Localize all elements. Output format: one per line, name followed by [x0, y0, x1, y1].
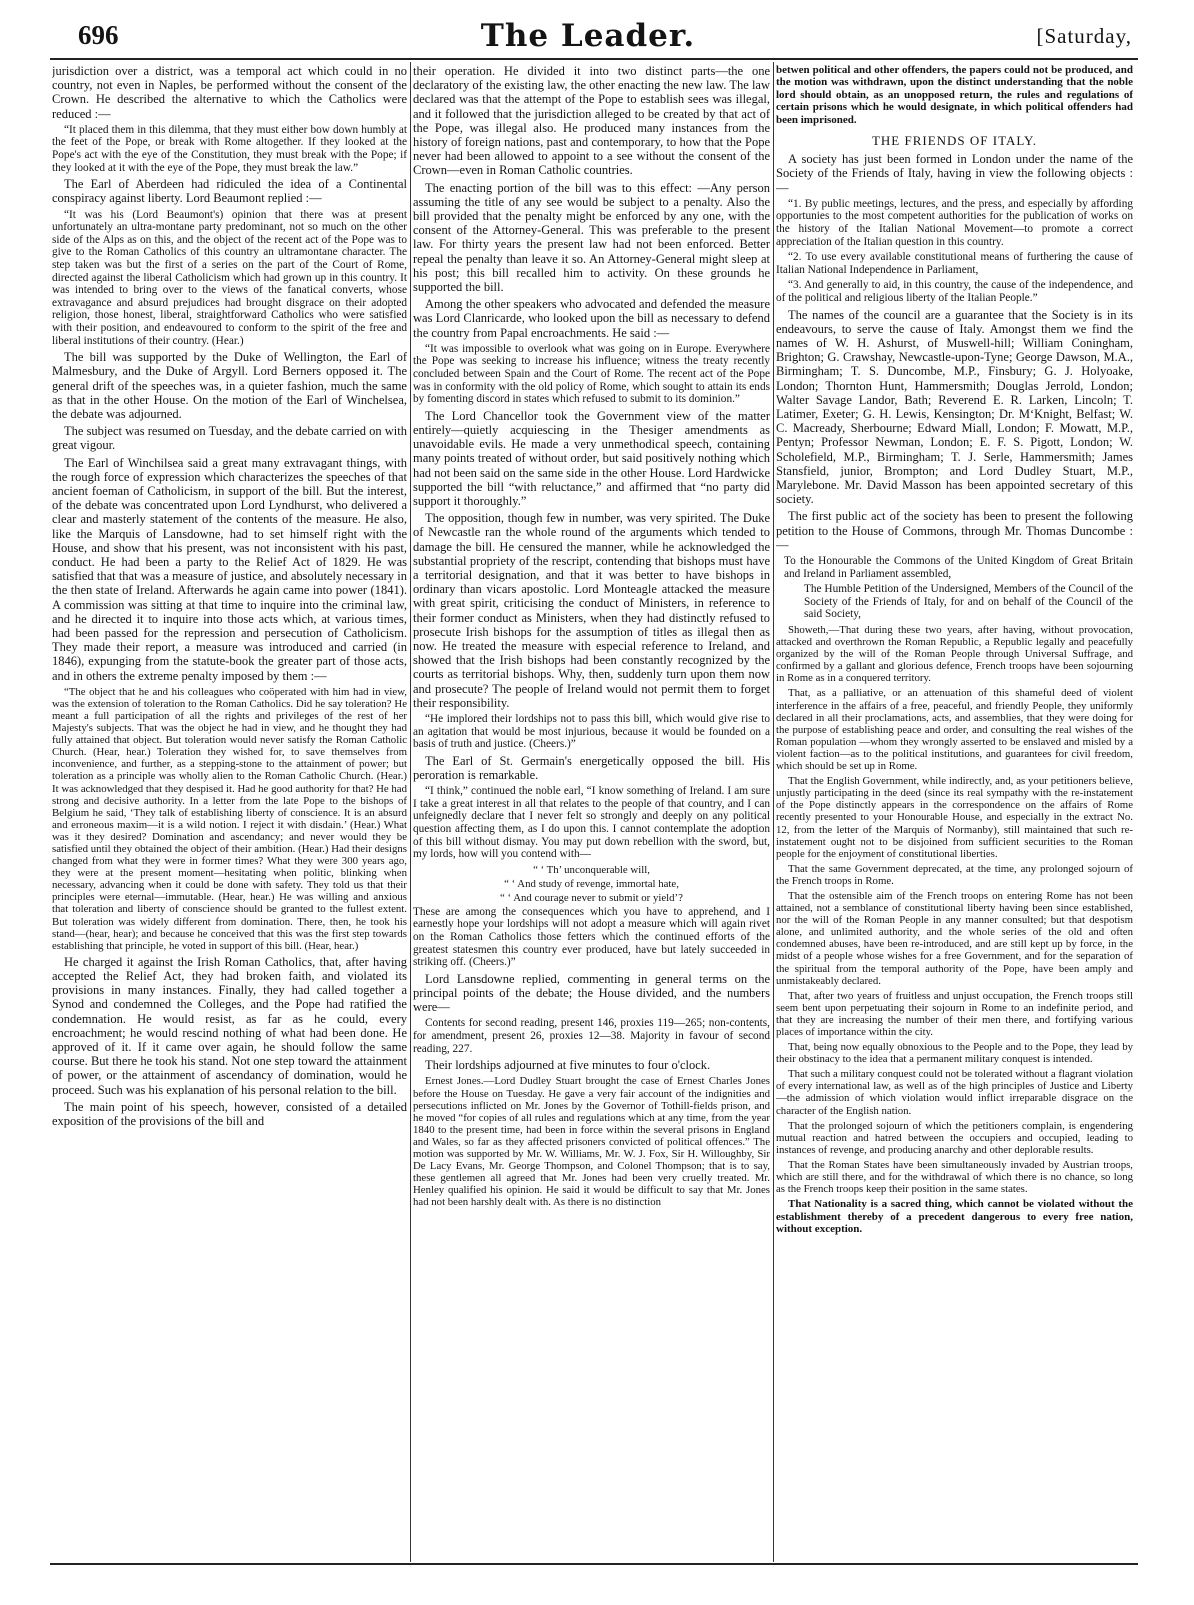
column-divider: [410, 62, 411, 1562]
paragraph: Ernest Jones.—Lord Dudley Stuart brought the case of Ernest Charles Jones before the House on Tuesday. He gave a very fair account of the indignities and persecutions inflicted on Mr. Jones by the Governor of Tothill-fields prison, and he moved “for copies of all rules and regulations which at any time, from the year 1840 to the present time, had been in force within the several prisons in England and Wales, so far as they affected prisoners convicted of political offences.” The motion was supported by Mr. W. Williams, Mr. W. J. Fox, Sir H. Willoughby, Sir De Lacy Evans, Mr. George Thompson, and Colonel Thompson; that is to say, these gentlemen all agreed that Mr. Jones had been very cruelly treated. Mr. Henley qualified his opinion. He said it would be difficult to say that Mr. Jones had not been harshly dealt with. As there is no distinction: [413, 1075, 770, 1209]
paragraph: betwen political and other offenders, the papers could not be produced, and the motion was withdrawn, upon the distinct understanding that the noble lord should obtain, as an unopposed return, the rules and regulations of certain prisons which he would designate, in which political offenders had been imprisoned.: [776, 64, 1133, 126]
quote-paragraph: “I think,” continued the noble earl, “I know something of Ireland. I am sure I take a great interest in all that relates to the people of that country, and I can unfeignedly declare that I never felt so strongly and deeply on any political question affecting them, as I do upon this. I cannot contemplate the adoption of this bill without dismay. You may put down rebellion with the sword, but, my lords, how will you contend with—: [413, 785, 770, 861]
quote-paragraph: “The object that he and his colleagues who coöperated with him had in view, was the extension of toleration to the Roman Catholics. Did he say toleration? He meant a full participation of all the rights and privileges of the rest of her Majesty's subjects. That was the object he had in view, and he thought they had fully attained that object. But toleration would never satisfy the Roman Catholic Church. (Hear, hear.) Toleration they wished for, to save themselves from inconvenience, and further, as a stepping-stone to the attainment of power; but toleration as a principle was wholly alien to the Roman Catholic Church. (Hear.) It was acknowledged that they despised it. Had he good authority for that? He had strong and decisive authority. In a letter from the late Pope to the bishops of Belgium he said, ‘They talk of establishing liberty of conscience. It is an absurd and erroneous maxim—it is a wild notion. I reject it with disdain.’ (Hear.) What was it they desired? Domination and ascendancy; and never would they be satisfied until they obtained the object of their ambition. (Hear.) Had their designs changed from what they were in former times? What they were 300 years ago, they were at the present moment—hesitating when politic, blinking when necessary, advancing when it could be done with safety. They told us that their principles were eternal—immutable. (Hear, hear.) He was willing and anxious that toleration and liberty of conscience should be granted to the fullest extent. But toleration was widely different from domination. There, then, he took his stand—(hear, hear); and because he conceived that this was the first step towards establishing that principle, he voted in support of this bill. (Hear, hear.): [52, 685, 407, 952]
petition-paragraph: That, as a palliative, or an attenuation of this shameful deed of violent interference in the affairs of a free, peaceful, and friendly People, they uniformly declared in all their proclamations, acts, and assemblies, that they were doing for the purpose of establishing peace and order, and consulting the real wishes of the Roman population —whom they wrongly asserted to be enslaved and misled by a violent faction—as to the political institutions, and guarantees for civil freedom, which should be set up in Rome.: [776, 687, 1133, 773]
paragraph: The main point of his speech, however, consisted of a detailed exposition of the provisions of the bill and: [52, 1099, 407, 1129]
quote-paragraph: “It placed them in this dilemma, that they must either bow down humbly at the feet of the Pope, or break with Rome altogether. If they looked at the Pope's act with the eye of the Constitution, they must break with the Pope; if they looked at it with the eye of the Pope, they must break the law.”: [52, 123, 407, 174]
quote-paragraph: “1. By public meetings, lectures, and the press, and especially by affording opportunies to the most competent authorities for the publication of works on the history of the Italian National Movement—to promote a correct appreciation of the Italian question in this country.: [776, 197, 1133, 248]
quote-paragraph: “2. To use every available constitutional means of furthering the cause of Italian National Independence in Parliament,: [776, 251, 1133, 276]
paragraph: The subject was resumed on Tuesday, and the debate carried on with great vigour.: [52, 424, 407, 453]
header-rule: [50, 58, 1138, 60]
verse-line: “ ‘ Th’ unconquerable will,: [533, 863, 650, 876]
petition-paragraph: That Nationality is a sacred thing, which cannot be violated without the establishment thereby of a precedent dangerous to every free nation, without exception.: [776, 1198, 1133, 1236]
paragraph: The names of the council are a guarantee that the Society is in its endeavours, to serve the cause of Italy. Amongst them we find the names of W. H. Ashurst, of Muswell-hill; William Coningham, Brighton; G. Crawshay, Newcastle-upon-Tyne; George Dawson, M.A., Birmingham; T. S. Duncombe, M.P., Finsbury; G. J. Holyoake, London; Thornton Hunt, Hammersmith; Douglas Jerrold, London; Walter Savage Landor, Bath; Reverend E. R. Larken, Lincoln; T. Latimer, Exeter; G. H. Lewis, Kensington; Dr. M‘Knight, Belfast; W. C. Macready, Sherbourne; Edward Miall, London; F. Mowatt, M.P., Pentyn; Professor Newman, London; E. F. S. Pigott, London; W. Scholefield, M.P., Birmingham; T. J. Serle, Hammersmith; James Stansfield, junior, Brompton; and Lord Dudley Stuart, M.P., Marylebone. Mr. David Masson has been appointed secretary of this society.: [776, 307, 1133, 507]
page-number: 696: [78, 20, 119, 50]
page-header: [38, 18, 1138, 60]
verse-line: “ ‘ And courage never to submit or yield’?: [500, 891, 683, 904]
petition-paragraph: That the English Government, while indirectly, and, as your petitioners believe, unjustly participating in the deed (since its real sympathy with the re-instatement of the Pope distinctly appears in the correspondence on the affairs of Rome recently presented to your Honourable House, and especially in the extract No. 12, from the letter of the Marquis of Normanby), still maintained that such re-instatement ought not to be disjoined from sufficient securities to the Roman people for the enjoyment of constitutional liberties.: [776, 775, 1133, 860]
petition-paragraph: That the Roman States have been simultaneously invaded by Austrian troops, which are still there, and for the withdrawal of which there is no chance, so long as the French troops keep their position in the same states.: [776, 1158, 1133, 1196]
petition-paragraph: That, being now equally obnoxious to the People and to the Pope, they lead by their obstinacy to the idea that a permanent military conquest is intended.: [776, 1041, 1133, 1066]
paragraph: The bill was supported by the Duke of Wellington, the Earl of Malmesbury, and the Duke of Argyll. Lord Berners opposed it. The general drift of the speeches was, in a quieter fashion, much the same as that in the other House. On the motion of the Earl of Winchelsea, the debate was adjourned.: [52, 350, 407, 421]
column-1: [52, 64, 407, 1564]
paragraph: The enacting portion of the bill was to this effect: —Any person assuming the title of any see would be subject to a penalty. Also the bill provided that the penalty might be enforced by any one, with the consent of the Attorney-General. This was preferable to the present law. For thirty years the present law had not been enforced. Better repeal the penalty than leave it so. An Attorney-General might sleep at his post; this bill recalled him to activity. On these grounds he supported the bill.: [413, 180, 770, 295]
quote-paragraph: “He implored their lordships not to pass this bill, which would give rise to an agitation that would be most injurious, because it would be founded on a basis of truth and justice. (Cheers.)”: [413, 713, 770, 751]
verse-line: “ ‘ And study of revenge, immortal hate,: [504, 877, 679, 890]
paragraph: their operation. He divided it into two distinct parts—the one declaratory of the existing law, the other enacting the new law. The law declared was that the attempt of the Pope to establish sees was illegal, and it followed that the jurisdiction alleged to be created by that act of the Pope, was illegal also. He produced many instances from the history of foreign nations, past and contemporary, to how that the Pope never had been allowed to appoint to a see without the consent of the Crown—even in Roman Catholic countries.: [413, 64, 770, 178]
column-2: [413, 64, 770, 1564]
paragraph: Lord Lansdowne replied, commenting in general terms on the principal points of the debate; the House divided, and the numbers were—: [413, 971, 770, 1015]
paragraph: jurisdiction over a district, was a temporal act which could in no country, not even in Naples, be performed without the consent of the Crown. He described the alternative to which the Catholics were reduced :—: [52, 64, 407, 121]
quote-paragraph: “It was impossible to overlook what was going on in Europe. Everywhere the Pope was seeking to increase his influence; witness the treaty recently concluded between Spain and the Court of Rome. The recent act of the Pope was in conformity with the old policy of Rome, which sought to attain its ends by fomenting discord in states which refused to submit to its dominion.”: [413, 342, 770, 406]
paragraph: The Earl of Winchilsea said a great many extravagant things, with the rough force of expression which characterizes the speeches of that ancient foeman of Catholicism, in support of the bill. But the interest, of the debate was concentrated upon Lord Lyndhurst, who delivered a clear and masterly statement of the contents of the measure. He also, like the Marquis of Lansdowne, had to set himself right with the House, and show that his present, was not inconsistent with his past, conduct. He had been a party to the Relief Act of 1829. He was satisfied that that was a measure of justice, and absolutely necessary in the then state of Ireland. Afterwards he again came into power (1841). A commission was sitting at that time to inquire into the criminal law, and he directed it to inquire into those acts which, at various times, had been passed for the repression and persecution of Catholicism. They made their report, a measure was introduced and carried (in 1846), expunging from the statute-book the greater part of those acts, and in others the extreme penalty imposed by them :—: [52, 455, 407, 683]
quote-paragraph: These are among the consequences which you have to apprehend, and I earnestly hope your lordships will not adopt a measure which will again rivet on the Roman Catholics those fetters which the continued efforts of the greatest statesmen this country ever produced, have but lately succeeded in striking off. (Cheers.)”: [413, 905, 770, 969]
quote-paragraph: “It was his (Lord Beaumont's) opinion that there was at present unfortunately an ultra-montane party predominant, not so much on the other side of the Alps as on this, and the object of the recent act of the Pope was to give to the Roman Catholics of this country an ultramontane character. The step taken was but the first of a series on the part of the Court of Rome, directed against the liberal Catholicism which had grown up in this country. It was intended to bring over to the views of the fanatical converts, whose extravagance and absurd prejudices had brought disgrace on their adopted religion, those honest, liberal, straightforward Catholics who were satisfied with their position, and endeavoured to conform to the spirit of the free and liberal institutions of their country. (Hear.): [52, 208, 407, 347]
paragraph: He charged it against the Irish Roman Catholics, that, after having accepted the Relief Act, they had broken faith, and violated its provisions in many instances. Finally, they had called together a Synod and condemned the Colleges, and the Pope had ratified the condemnation. He would resist, as far as he could, every encroachment; he would rescind nothing of what had been done. He approved of it. If it came over again, he should follow the same course. But there he took his stand. Not one step toward the attainment of power, or the attainment of ascendancy of domination, would he proceed. Such was his explanation of his personal relation to the bill.: [52, 954, 407, 1097]
paragraph: The opposition, though few in number, was very spirited. The Duke of Newcastle ran the whole round of the arguments which tended to damage the bill. He censured the manner, while he acknowledged the substantial propriety of the rescript, contending that bishops must have a territorial designation, and that it was better to have bishops in ordinary than vicars apostolic. Lord Monteagle attacked the measure with great spirit, criticising the conduct of Ministers, in reference to their former conduct as Ministers, when they had distinctly refused to prosecute Irish bishops for the assumption of titles as illegal then as now. He treated the measure with especial reference to Ireland, and showed that the Irish bishops had been constantly recognized by the courts as territorial bishops. Why, then, suddenly turn upon them now and prosecute? The people of Ireland would not permit them to forget their responsibility.: [413, 511, 770, 710]
column-3: [776, 64, 1133, 1564]
paragraph: The Earl of St. Germain's energetically opposed the bill. His peroration is remarkable.: [413, 753, 770, 783]
petition-paragraph: That the prolonged sojourn of which the petitioners complain, is engendering mutual reaction and hatred between the occupiers and occupied, leading to instances of revenge, and producing anarchy and other deplorable results.: [776, 1119, 1133, 1156]
section-heading: THE FRIENDS OF ITALY.: [871, 133, 1038, 149]
paragraph: The first public act of the society has been to present the following petition to the House of Commons, through Mr. Thomas Duncombe :—: [776, 509, 1133, 552]
paragraph: The Lord Chancellor took the Government view of the matter entirely—quietly acquiescing in the Thesiger amendments as unavoidable evils. He made a very unmethodical speech, containing many points treated of without order, but said positively nothing which had not been said on the same side in the other House. Lord Hardwicke supported the bill “with reluctance,” and affirmed that “no party did support it thoroughly.”: [413, 408, 770, 509]
petition-paragraph: Showeth,—That during these two years, after having, without provocation, attacked and overthrown the Roman Republic, a Republic legally and peacefully organized by the will of the Roman People through Universal Suffrage, and confirmed by a gallant and glorious defence, French troops have been sojourning in Rome as in a conquered territory.: [776, 624, 1133, 685]
petition-paragraph: That such a military conquest could not be tolerated without a flagrant violation of every international law, as well as of the high principles of Justice and Liberty—the admission of which violation would inflict irreparable disgrace on the character of the English nation.: [776, 1068, 1133, 1117]
quote-paragraph: “3. And generally to aid, in this country, the cause of the independence, and of the political and religious liberty of the Italian People.”: [776, 279, 1133, 304]
petition-address: The Humble Petition of the Undersigned, Members of the Council of the Society of the Friends of Italy, for and on behalf of the Council of the said Society,: [804, 583, 1133, 621]
paragraph: Their lordships adjourned at five minutes to four o'clock.: [425, 1058, 711, 1073]
petition-paragraph: That, after two years of fruitless and unjust occupation, the French troops still seem bent upon perpetuating their sojourn in Rome to an indefinite period, and that they are increasing the number of their men there, and fortifying various places of importance within the city.: [776, 989, 1133, 1039]
column-divider: [773, 62, 774, 1562]
petition-paragraph: That the ostensible aim of the French troops on entering Rome has not been attained, not a semblance of constitutional liberty having been since established, nor the will of the Roman People in any manner consulted; but that despotism alone, and unlimited authority, and the whole series of the old and often condemned abuses, have been re-introduced, and are still kept up by force, in the midst of a people whose wishes for a free Government, and for the separation of the spiritual from the temporal authority of the Pope, have been amply and unmistakeably declared.: [776, 889, 1133, 987]
page-date: [Saturday,: [1036, 24, 1132, 48]
petition-paragraph: That the same Government deprecated, at the time, any prolonged sojourn of the French troops in Rome.: [776, 862, 1133, 887]
paragraph: The Earl of Aberdeen had ridiculed the idea of a Continental conspiracy against liberty. Lord Beaumont replied :—: [52, 177, 407, 206]
masthead-title: The Leader.: [480, 18, 696, 54]
paragraph: Among the other speakers who advocated and defended the measure was Lord Clanricarde, who looked upon the bill as necessary to defend the country from Papal encroachments. He said :—: [413, 297, 770, 340]
paragraph: A society has just been formed in London under the name of the Society of the Friends of Italy, having in view the following objects :—: [776, 152, 1133, 195]
division-numbers: Contents for second reading, present 146, proxies 119—265; non-contents, for amendment, present 26, proxies 12—38. Majority in favour of second reading, 227.: [413, 1017, 770, 1055]
petition-address: To the Honourable the Commons of the United Kingdom of Great Britain and Ireland in Parliament assembled,: [784, 555, 1133, 580]
